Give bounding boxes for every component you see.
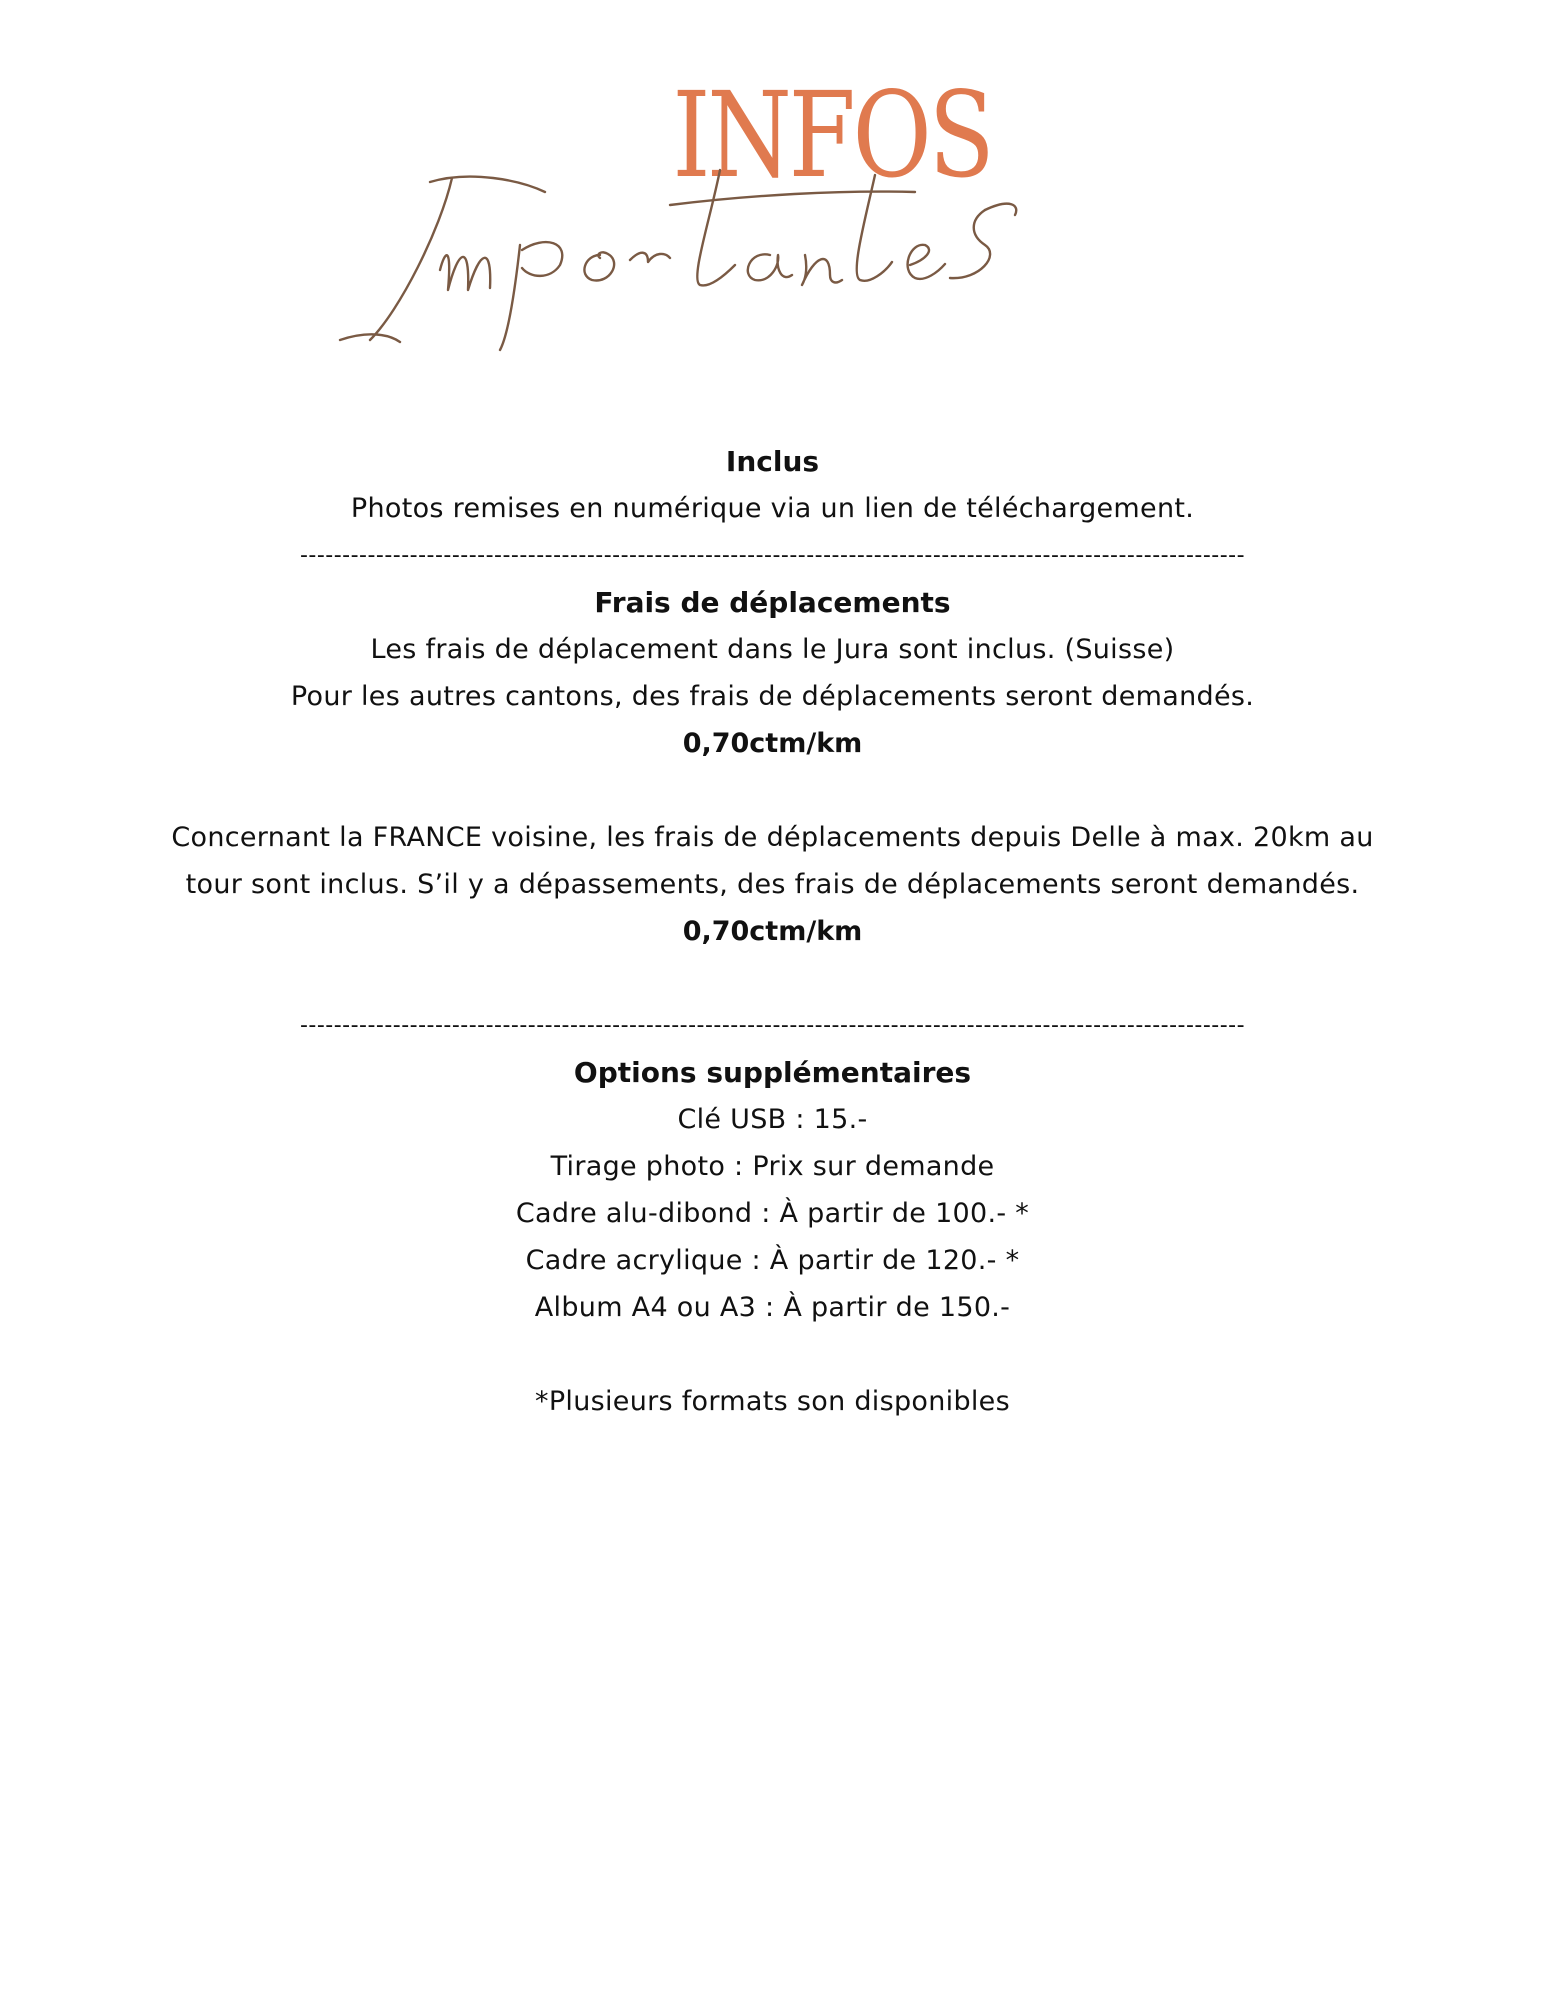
spacer: [0, 767, 1545, 814]
frais-price-suisse: 0,70ctm/km: [682, 728, 863, 759]
title-script-importantes: [330, 150, 1230, 370]
separator: ----------------------------------------------------------------------------------------------------------------: [299, 1013, 1246, 1038]
frais-line-jura: Les frais de déplacement dans le Jura sont inclus. (Suisse): [370, 634, 1175, 665]
frais-line-france-1: Concernant la FRANCE voisine, les frais de déplacements depuis Delle à max. 20km au: [171, 822, 1374, 853]
inclus-heading: Inclus: [725, 445, 820, 478]
spacer: [0, 1331, 1545, 1378]
content-body: [0, 438, 1545, 1425]
option-item: Album A4 ou A3 : À partir de 150.-: [534, 1292, 1011, 1323]
frais-heading: Frais de déplacements: [594, 586, 951, 619]
option-item: Cadre acrylique : À partir de 120.- *: [525, 1245, 1020, 1276]
inclus-text: Photos remises en numérique via un lien de téléchargement.: [350, 493, 1195, 524]
spacer: [0, 955, 1545, 1002]
option-item: Cadre alu-dibond : À partir de 100.- *: [515, 1198, 1030, 1229]
frais-line-cantons: Pour les autres cantons, des frais de déplacements seront demandés.: [290, 681, 1255, 712]
title-infos: INFOS: [672, 66, 992, 204]
options-footnote: *Plusieurs formats son disponibles: [535, 1386, 1010, 1417]
options-heading: Options supplémentaires: [573, 1056, 972, 1089]
frais-price-france: 0,70ctm/km: [682, 916, 863, 947]
separator: ----------------------------------------------------------------------------------------------------------------: [299, 543, 1246, 568]
option-item: Clé USB : 15.-: [677, 1104, 868, 1135]
frais-line-france-2: tour sont inclus. S’il y a dépassements, des frais de déplacements seront demandés.: [185, 869, 1360, 900]
option-item: Tirage photo : Prix sur demande: [550, 1151, 995, 1182]
